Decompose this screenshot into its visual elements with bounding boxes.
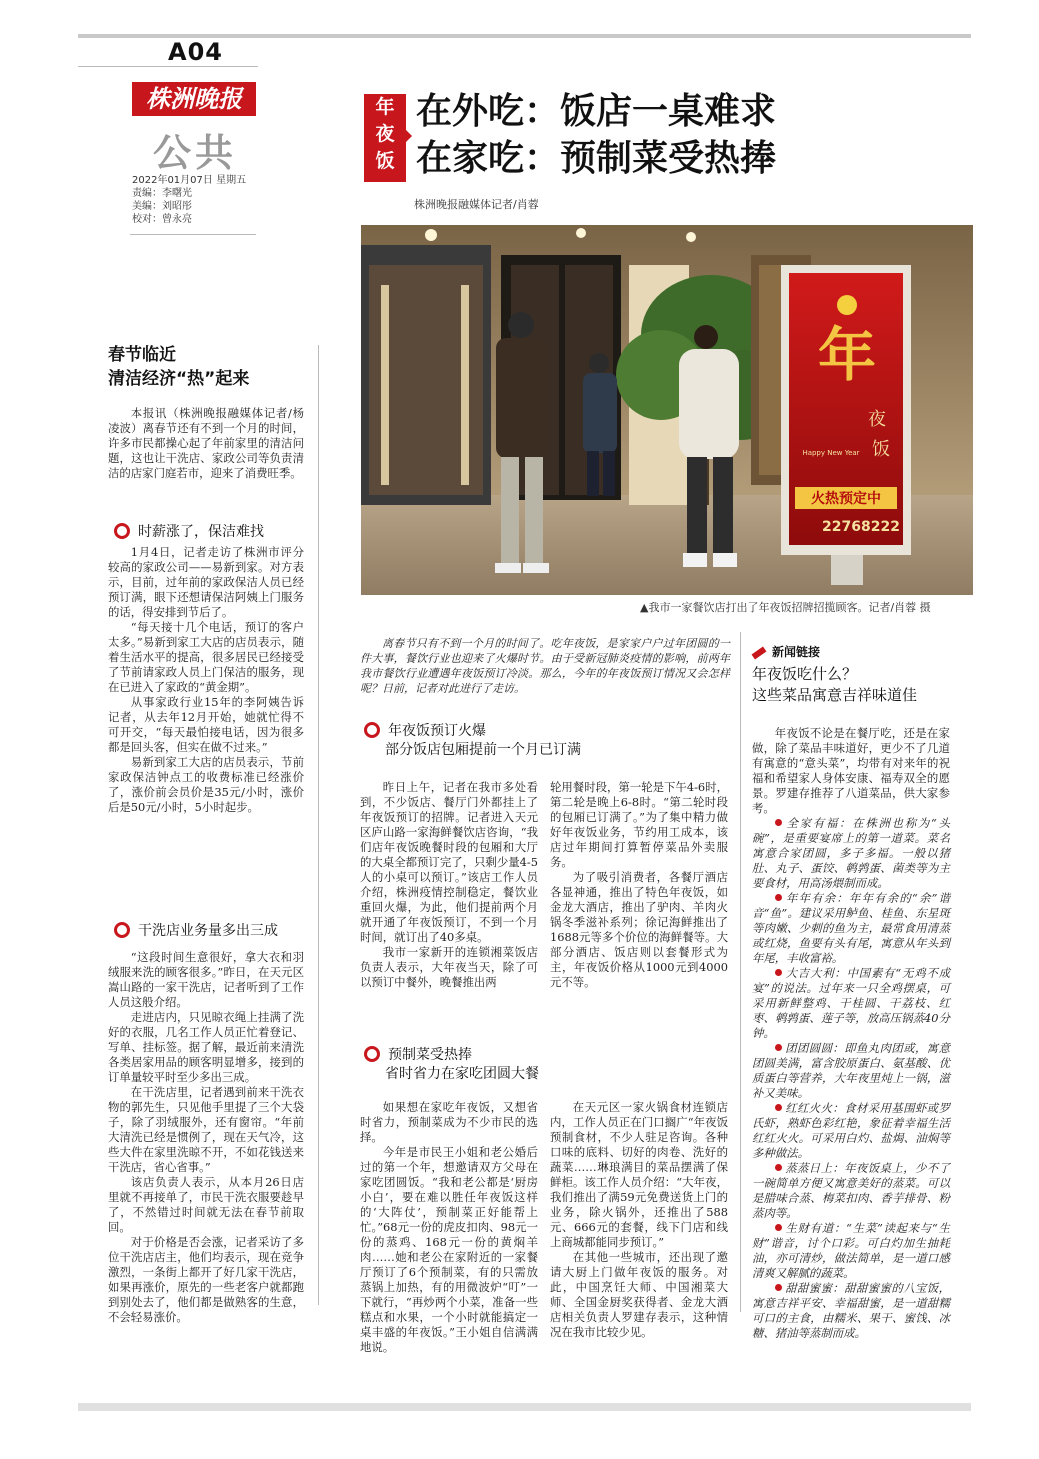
section-ring-icon [114,922,130,938]
dish-item [752,816,950,891]
new-year-banner [781,265,911,585]
side-sub1-label: 时薪涨了，保洁难找 [138,524,264,540]
news-link-tag-label: 新闻链接 [772,645,821,659]
paragraph: 昨日上午，记者在我市多处看到，不少饭店、餐厅门外都挂上了年夜饭预订的招牌。记者进入天元区庐山路一家海鲜餐饮店咨询，“我们店年夜饭晚餐时段的包厢和大厅的大桌全都预订完了，只剩少量4-5人的小桌可以预订。”该店工作人员介绍，株洲疫情控制稳定，餐饮业重回火爆，为此，他们提前两个月就开通了年夜饭预订，不到一个月时间，就订出了40多桌。 [360,780,538,944]
news-link-headline [752,664,917,706]
page-meta [132,174,262,226]
dish-item [752,891,950,966]
side-headline [108,343,249,391]
pen-icon [752,646,767,659]
banner-hotline: 22768222 [822,519,900,535]
main-headline-line1: 在外吃：饭店一桌难求 [416,91,777,132]
paragraph: 该店负责人表示，从本月26日店里就不再接单了，市民干洗衣服要趁早了，不然错过时间就无法在春节前取回。 [108,1175,304,1234]
dish-text: 团团圆圆：即鱼丸肉团或，寓意团圆美满，富含胶原蛋白、氨基酸、优质蛋白等营养，大年夜里炖上一锅，滋补又美味。 [752,1041,950,1100]
photo-caption: ▲我市一家餐饮店打出了年夜饭招牌招揽顾客。记者/肖蓉 摄 [640,601,931,614]
main-sub1-col1 [360,780,538,990]
svg-text:饭: 饭 [872,439,890,460]
dish-text: 生财有道：“生菜”读起来与“生财”谐音，讨个口彩。可白灼加生抽耗油，亦可清炒，做法简单，是一道口感清爽又解腻的蔬菜。 [752,1221,950,1280]
main-sub2-line1: 预制菜受热捧 [388,1047,472,1063]
topic-tag-char: 年 [375,96,395,118]
main-sub1 [364,722,581,760]
main-byline: 株洲晚报融媒体记者/肖蓉 [414,198,539,211]
bottom-rule [78,1403,971,1411]
paragraph: 如果想在家吃年夜饭，又想省时省力，预制菜成为不少市民的选择。 [360,1100,538,1144]
main-lead-text: 离春节只有不到一个月的时间了。吃年夜饭，是家家户户过年团圆的一件大事，餐饮行业也迎来了火爆时节。由于受新冠肺炎疫情的影响，前两年我市餐饮行业遭遇年夜饭预订冷淡。那么，今年的年夜饭预订情况又会怎样呢？日前，记者对此进行了走访。 [360,637,730,695]
bullet-icon [775,1164,782,1171]
dish-text: 大吉大利：中国素有“无鸡不成宴”的说法。过年来一只全鸡摆桌，可采用新鲜整鸡、干桂圆、干荔枝、红枣、鹌鹑蛋、莲子等，放高压锅蒸40分钟。 [752,966,950,1040]
main-sub2-col2 [550,1100,728,1340]
section-ring-icon [364,1046,380,1062]
restaurant-photo-illustration [361,225,973,595]
news-link-headline-line1: 年夜饭吃什么？ [752,665,858,683]
paragraph: 我市一家新开的连锁湘菜饭店负责人表示，大年夜当天，除了可以预订中餐外，晚餐推出两 [360,945,538,989]
side-sub1 [114,521,264,541]
topic-tag-char: 夜 [375,123,395,145]
topic-tag-arrow [404,128,412,144]
paragraph: “这段时间生意很好，拿大衣和羽绒服来洗的顾客很多。”昨日，在天元区嵩山路的一家干洗店，记者听到了工作人员这般介绍。 [108,950,304,1009]
banner-promo: 火热预定中 [811,491,881,507]
paragraph: 今年是市民王小姐和老公婚后过的第一个年，想邀请双方父母在家吃团圆饭。“我和老公都是‘厨房小白’，要在难以胜任年夜饭这样的‘大阵仗’，预制菜正好能帮上忙。”68元一份的虎皮扣肉、98元一份的蒸鸡、168元一份的黄焖羊肉……她和老公在家附近的一家餐厅预订了6个预制菜，有的只需放蒸锅上加热，有的用微波炉“叮”一下就行，“再炒两个小菜，准备一些糕点和水果，一个小时就能搞定一桌丰盛的年夜饭。”王小姐自信满满地说。 [360,1145,538,1354]
paragraph: 本报讯（株洲晚报融媒体记者/杨凌波）离春节还有不到一个月的时间，许多市民都操心起了年前家里的清洁问题，这也让干洗店、家政公司等负责清洁的店家门庭若市，迎来了消费旺季。 [108,406,304,480]
dish-item [752,1161,950,1221]
column-divider [318,345,319,1305]
main-sub2 [364,1046,539,1084]
main-sub2-line2: 省时省力在家吃团圆大餐 [385,1066,539,1082]
bullet-icon [775,1044,782,1051]
section-title: 公共 [153,130,238,175]
paragraph: “每天接十几个电话，预订的客户太多。”易新到家工大店的店员表示，随着生活水平的提高，很多居民已经接受了节前请家政人员上门保洁的服务，现在已进入了家政的“黄金期”。 [108,620,304,694]
page-number-rule [78,66,258,67]
side-headline-line1: 春节临近 [108,345,176,365]
designer-credit: 美编：刘昭彤 [132,201,192,212]
bullet-icon [775,1284,782,1291]
bullet-icon [775,1224,782,1231]
column-divider [740,632,741,1312]
bullet-icon [775,819,782,826]
paragraph: 对于价格是否会涨，记者采访了多位干洗店店主，他们均表示，现在竞争激烈，一条街上都开了好几家干洗店，如果再涨价，原先的一些老客户就都跑到别处去了，他们都是做熟客的生意，不会轻易涨价。 [108,1235,304,1324]
paragraph: 从事家政行业15年的李阿姨告诉记者，从去年12月开始，她就忙得不可开交，“每天最怕接电话，因为很多都是回头客，但实在做不过来。” [108,695,304,754]
side-sub2-body [108,950,304,1325]
paragraph: 在其他一些城市，还出现了邀请大厨上门做年夜饭的服务。对此，中国烹饪大师、中国湘菜大师、全国金厨奖获得者、金龙大酒店相关负责人罗建存表示，这种情况在我市比较少见。 [550,1250,728,1339]
paragraph: 年夜饭不论是在餐厅吃，还是在家做，除了菜品丰味道好，更少不了几道有寓意的“意头菜”，均带有对来年的祝福和希望家人身体安康、福寿双全的愿景。罗建存推荐了八道菜品，供大家参考。 [752,726,950,815]
paragraph: 为了吸引消费者，各餐厅酒店各显神通，推出了特色年夜饭，如金龙大酒店，推出了驴肉、羊肉火锅冬季滋补系列；徐记海鲜推出了1688元等多个价位的海鲜餐等。大部分酒店、饭店则以套餐形式为主，年夜饭价格从1000元到4000元不等。 [550,870,728,989]
paragraph: 在天元区一家火锅食材连锁店内，工作人员正在门口搁广“年夜饭预制食材，不少人驻足咨询。各种口味的底料、切好的肉卷、洗好的蔬菜……琳琅满目的菜品摆满了保鲜柜。该工作人员介绍：“大年夜，我们推出了满59元免费送货上门的业务，除火锅外，还推出了588元、666元的套餐，线下门店和线上商城都能同步预订。” [550,1100,728,1249]
dish-item [752,1101,950,1161]
dish-text: 蒸蒸日上：年夜饭桌上，少不了一碗简单方便又寓意美好的蒸菜。可以是腊味合蒸、梅菜扣肉、香芋排骨、粉蒸肉等。 [752,1161,950,1220]
svg-text:夜: 夜 [868,409,886,430]
main-lead [360,636,730,696]
banner-greeting: Happy New Year [802,449,860,457]
paragraph: 1月4日，记者走访了株洲市评分较高的家政公司——易新到家。对方表示，目前，过年前的家政保洁人员已经预订满，眼下还想请保洁阿姨上门服务的话，得安排到节后了。 [108,545,304,619]
side-intro [108,406,304,481]
main-headline [416,88,776,182]
section-ring-icon [114,523,130,539]
editor-credit: 责编：李曙光 [132,188,192,199]
main-sub2-col1 [360,1100,538,1355]
dish-text: 甜甜蜜蜜：甜甜蜜蜜的八宝饭，寓意吉祥平安、幸福甜蜜，是一道甜糯可口的主食，由糯米、果干、蜜饯、冰糖、猪油等蒸制而成。 [752,1281,950,1340]
dish-item [752,1041,950,1101]
dish-item [752,1221,950,1281]
side-sub2-label: 干洗店业务量多出三成 [138,923,278,939]
paragraph: 在干洗店里，记者遇到前来干洗衣物的郭先生，只见他手里提了三个大袋子，除了羽绒服外，还有窗帘。“年前大清洗已经是惯例了，现在天气冷，这些大件在家里洗晾不开，不如花钱送来干洗店，省心省事。” [108,1085,304,1174]
main-sub1-line2: 部分饭店包厢提前一个月已订满 [385,742,581,758]
news-link-tag [752,643,820,660]
bullet-icon [775,894,782,901]
main-sub1-col2 [550,780,728,990]
side-headline-line2: 清洁经济“热”起来 [108,369,250,389]
section-ring-icon [364,722,380,738]
dish-text: 年年有余：年年有余的“余”谐音“鱼”。建议采用鲈鱼、桂鱼、东星斑等肉嫩、少刺的鱼为主，最常食用清蒸或红烧，鱼要有头有尾，寓意从年头到年尾，丰收富裕。 [752,891,950,965]
paragraph: 易新到家工大店的店员表示，节前家政保洁钟点工的收费标准已经涨价了，涨价前会员价是35元/小时，涨价后是50元/小时，5小时起步。 [108,755,304,814]
dish-text: 红红火火：食材采用基围虾或罗氏虾，熟虾色彩红艳，象征着幸福生活红红火火。可采用白灼、盐焗、油焖等多种做法。 [752,1101,950,1160]
news-link-headline-line2: 这些菜品寓意吉祥味道佳 [752,686,918,704]
main-headline-line2: 在家吃：预制菜受热捧 [416,138,777,179]
proofreader-credit: 校对：曾永亮 [132,214,192,225]
paragraph: 轮用餐时段，第一轮是下午4-6时，第二轮是晚上6-8时。“第二轮时段的包厢已订满了。”为了集中精力做好年夜饭业务，节约用工成本，该店过年期间打算暂停菜品外卖服务。 [550,780,728,869]
meta-rule [130,234,256,235]
news-link-body [752,726,950,1341]
dish-item [752,966,950,1041]
page-date: 2022年01月07日 星期五 [132,175,247,186]
main-sub1-line1: 年夜饭预订火爆 [388,723,486,739]
side-sub1-body [108,545,304,815]
svg-text:年: 年 [817,321,877,389]
masthead-logo: 株洲晚报 [132,82,256,116]
dish-text: 全家有福：在株洲也称为“头碗”，是重要宴席上的第一道菜。菜名寓意合家团圆，多子多福。一般以猪肚、丸子、蛋饺、鹌鹑蛋、菌类等为主要食材，用高汤煨制而成。 [752,816,950,890]
bullet-icon [775,1104,782,1111]
restaurant-photo [361,225,973,595]
topic-tag-char: 饭 [375,150,395,172]
page-number: A04 [168,38,223,66]
bullet-icon [775,969,782,976]
topic-tag [364,94,406,182]
side-sub2 [114,920,278,940]
dish-item [752,1281,950,1341]
paragraph: 走进店内，只见晾衣绳上挂满了洗好的衣服，几名工作人员正忙着登记、写单、挂标签。据了解，最近前来清洗各类居家用品的顾客明显增多，接到的订单量较平时至少多出三成。 [108,1010,304,1084]
